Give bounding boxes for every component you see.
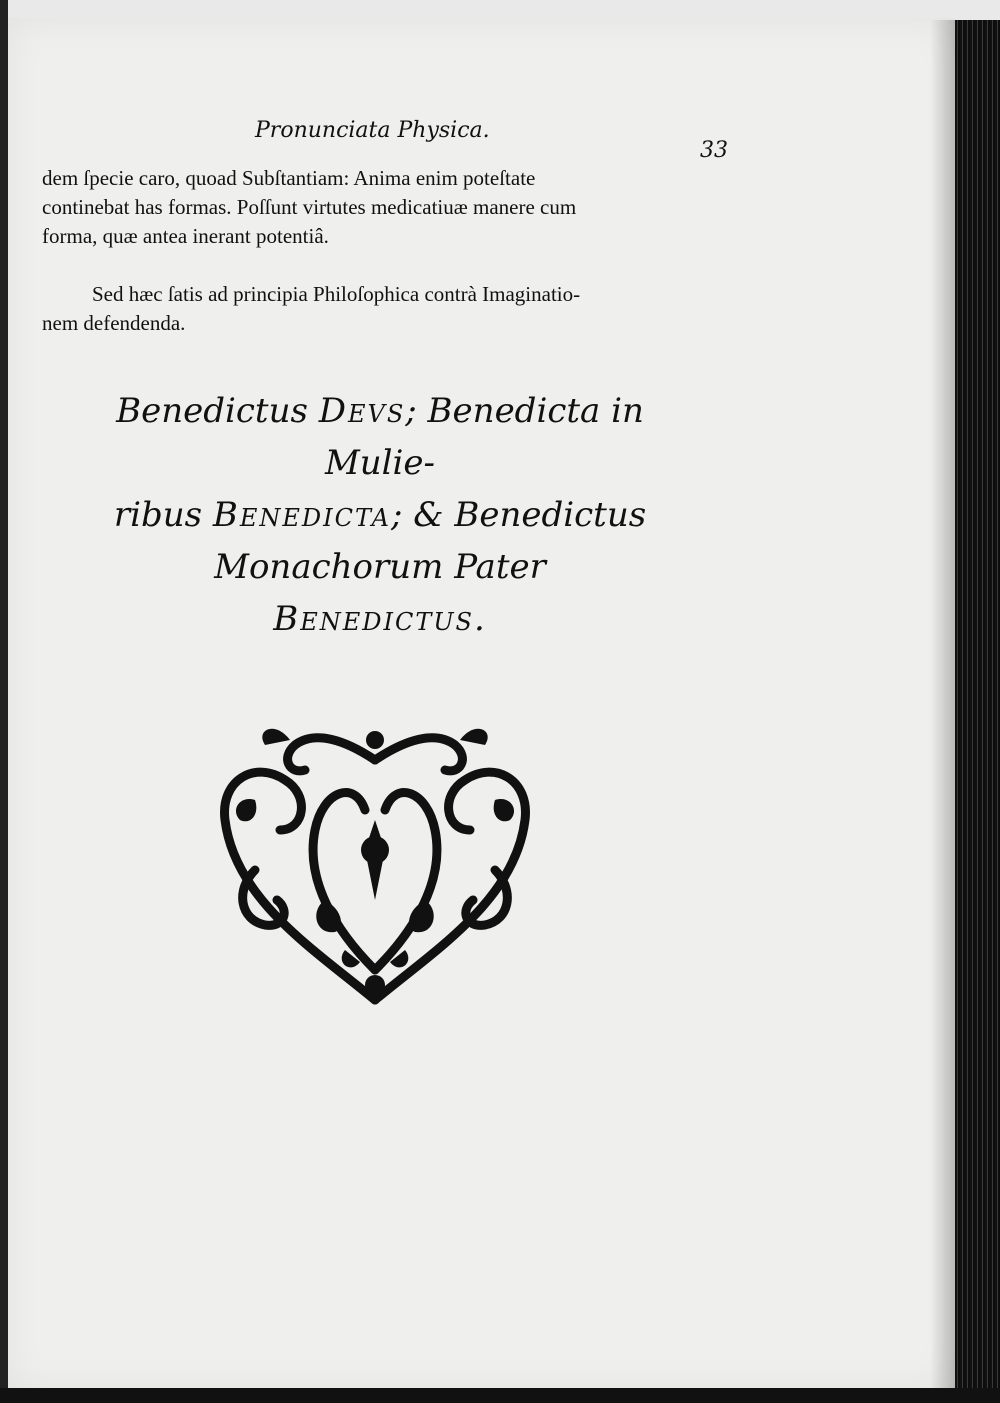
benediction-smallcaps: Benedicta (212, 495, 392, 535)
benediction-line-1 (60, 385, 700, 489)
benediction-line-3: Monachorum Pater (214, 547, 546, 587)
benediction-text: ; Benedicta in Mulie- (324, 391, 644, 483)
paragraph-line: continebat has formas. Poſſunt virtutes medicatiuæ manere cum (42, 195, 577, 219)
benediction-line-4: Benedictus. (273, 599, 487, 639)
closing-benediction (60, 385, 700, 645)
benediction-text: ; & Benedictus (391, 495, 647, 535)
scan-left-edge (0, 0, 8, 1403)
paragraph-line: dem ſpecie caro, quoad Subſtantiam: Anima enim poteſtate (42, 166, 536, 190)
scan-bottom-edge (0, 1388, 1000, 1403)
benediction-smallcaps: Devs (318, 391, 406, 431)
paragraph-line: forma, quæ antea inerant potentiâ. (42, 224, 329, 248)
benediction-text: ribus (113, 495, 213, 535)
running-head: Pronunciata Physica. (255, 118, 490, 143)
paragraph-line: nem defendenda. (42, 311, 186, 335)
page-number: 33 (700, 138, 728, 163)
page-fore-edges (955, 20, 1000, 1403)
paragraph-line: Sed hæc ſatis ad principia Philoſophica contrà Imaginatio- (92, 282, 581, 306)
printers-ornament-icon (195, 700, 555, 1010)
paragraph-2 (42, 280, 732, 338)
benediction-text: Benedictus (116, 391, 319, 431)
paragraph-1 (42, 164, 732, 251)
benediction-line-2 (60, 489, 700, 541)
